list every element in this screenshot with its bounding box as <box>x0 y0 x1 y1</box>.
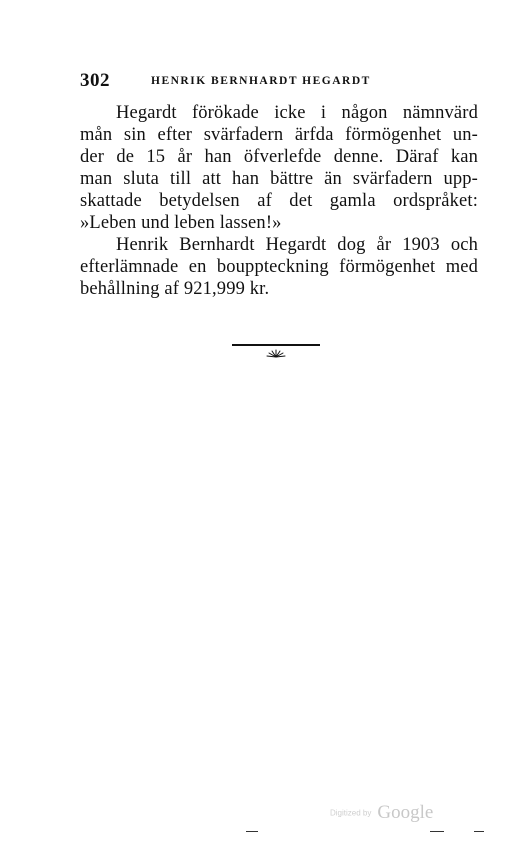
page-mark <box>246 831 258 832</box>
text-line: der de 15 år han öfverlefde denne. Däraf kan <box>80 147 478 167</box>
text-line: man sluta till att han bättre än svärfadern upp- <box>80 169 478 189</box>
page-mark <box>430 831 444 832</box>
sunburst-ornament-icon <box>266 348 286 358</box>
watermark-brand: Google <box>377 802 434 823</box>
body-text <box>80 102 478 300</box>
text-line: Henrik Bernhardt Hegardt dog år 1903 och <box>116 235 478 255</box>
ornament-rule <box>232 344 320 346</box>
page-number: 302 <box>80 70 110 91</box>
digitized-by-google-watermark <box>330 802 433 824</box>
page-header <box>80 70 440 94</box>
text-line: skattade betydelsen af det gamla ordspråket: <box>80 191 478 211</box>
text-line: Hegardt förökade icke i någon nämnvärd <box>116 103 478 123</box>
text-line: »Leben und leben lassen!» <box>80 213 282 233</box>
text-line: efterlämnade en bouppteckning förmögenhet med <box>80 257 478 277</box>
text-line: behållning af 921,999 kr. <box>80 279 270 299</box>
running-title: HENRIK BERNHARDT HEGARDT <box>151 75 371 87</box>
page-mark <box>474 831 484 832</box>
section-end-ornament <box>232 344 320 358</box>
watermark-prefix: Digitized by <box>330 808 372 818</box>
text-line: mån sin efter svärfadern ärfda förmögenhet un- <box>80 125 478 145</box>
